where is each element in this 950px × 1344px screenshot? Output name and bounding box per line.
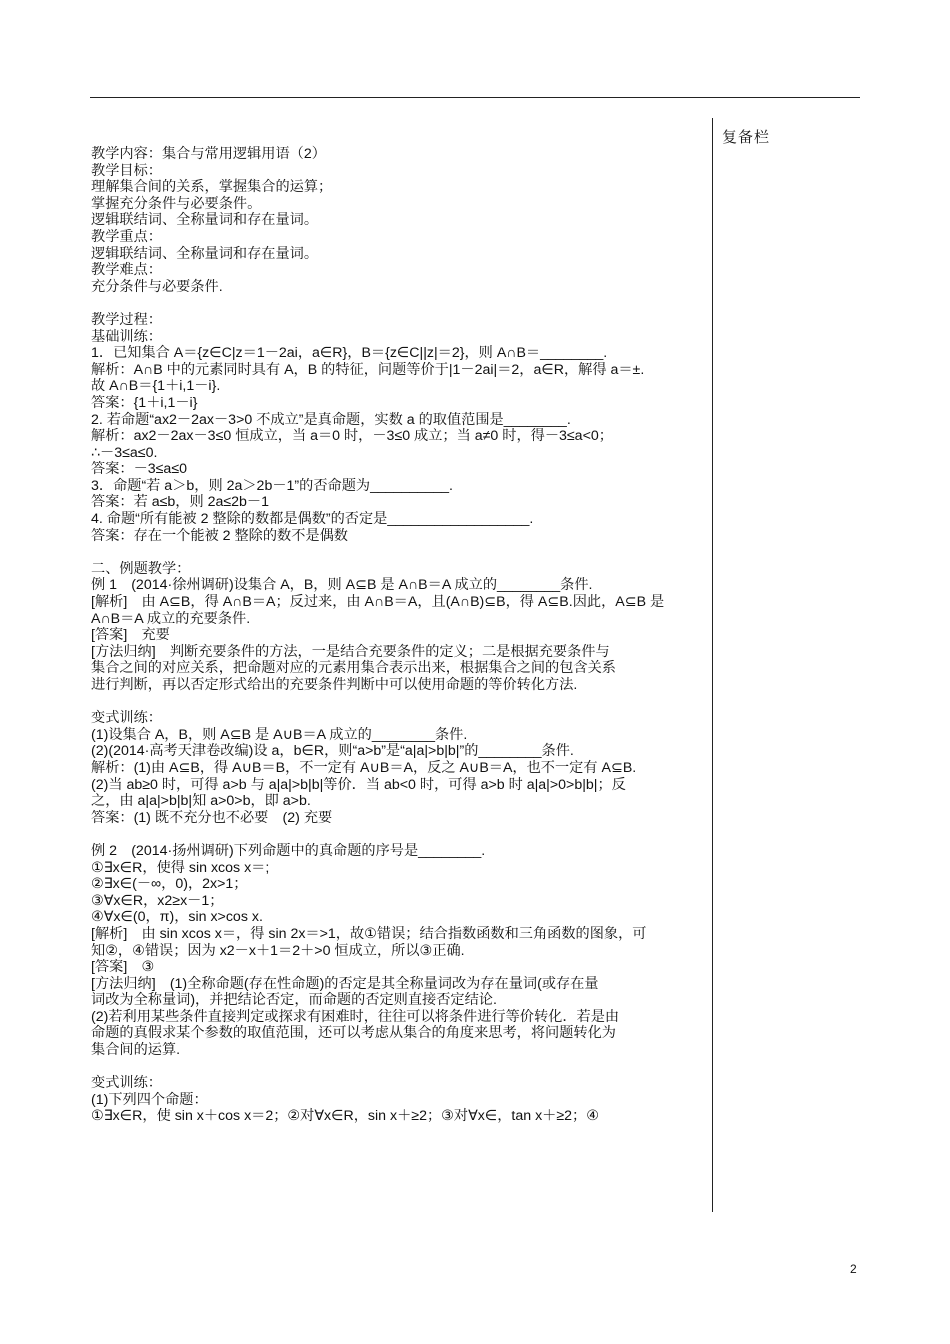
text-line: 教学过程：: [91, 311, 162, 328]
text-line: 答案：(1) 既不充分也不必要 (2) 充要: [91, 809, 333, 826]
sidebar-title: 复备栏: [722, 129, 771, 146]
text-line: 充分条件与必要条件.: [91, 278, 223, 295]
text-line: 解析：A∩B 中的元素同时具有 A，B 的特征，问题等价于|1－2ai|＝2，a∈R，解得 a＝±.: [91, 361, 645, 378]
text-line: A∩B＝A 成立的充要条件.: [91, 610, 251, 627]
text-line: 1．已知集合 A＝{z∈C|z＝1－2ai，a∈R}，B＝{z∈C||z|＝2}，则 A∩B＝________.: [91, 345, 608, 362]
text-line: 进行判断，再以否定形式给出的充要条件判断中可以使用命题的等价转化方法.: [91, 677, 578, 693]
text-line: [方法归纳] 判断充要条件的方法，一是结合充要条件的定义；二是根据充要条件与: [91, 643, 610, 660]
text-line: 例 2 (2014·扬州调研)下列命题中的真命题的序号是________.: [91, 842, 486, 859]
text-line: (1)下列四个命题：: [91, 1091, 208, 1108]
text-line: (1)设集合 A，B，则 A⊆B 是 A∪B＝A 成立的________条件.: [91, 726, 468, 743]
text-line: 之，由 a|a|>b|b|知 a>0>b，即 a>b.: [91, 793, 311, 810]
text-line: ①∃x∈R，使得 sin xcos x＝;: [91, 859, 270, 876]
text-line: 4. 命题“所有能被 2 整除的数都是偶数”的否定是__________________.: [91, 511, 534, 528]
text-line: ①∃x∈R，使 sin x＋cos x＝2；②对∀x∈R，sin x＋≥2；③对∀x∈，tan x＋≥2；④: [91, 1108, 599, 1125]
text-line: 答案：{1＋i,1－i}: [91, 394, 198, 411]
text-line: ④∀x∈(0，π)，sin x>cos x.: [91, 909, 263, 926]
text-line: [解析] 由 A⊆B，得 A∩B＝A；反过来，由 A∩B＝A，且(A∩B)⊆B，得 A⊆B.因此，A⊆B 是: [91, 594, 665, 611]
text-line: 基础训练：: [91, 328, 162, 345]
blank-line: [91, 1059, 707, 1076]
text-line: 逻辑联结词、全称量词和存在量词。: [91, 212, 319, 229]
text-line: 教学重点：: [91, 228, 162, 245]
document-body: [91, 146, 707, 1125]
text-line: [答案] ③: [91, 959, 155, 976]
page-number: 2: [850, 1262, 857, 1276]
text-line: 集合间的运算.: [91, 1042, 181, 1059]
text-line: 变式训练：: [91, 1075, 162, 1092]
text-line: [方法归纳] (1)全称命题(存在性命题)的否定是其全称量词改为存在量词(或存在量: [91, 975, 599, 992]
text-line: ∴－3≤a≤0.: [91, 444, 158, 461]
text-line: (2)若利用某些条件直接判定或探求有困难时，往往可以将条件进行等价转化．若是由: [91, 1008, 620, 1025]
sidebar-divider: [712, 118, 713, 1212]
text-line: ③∀x∈R，x2≥x－1；: [91, 892, 224, 909]
text-line: (2)(2014·高考天津卷改编)设 a，b∈R，则“a>b”是“a|a|>b|b|”的________条件.: [91, 743, 574, 760]
text-line: 教学目标：: [91, 162, 162, 179]
text-line: 知②，④错误；因为 x2－x＋1＝2＋>0 恒成立，所以③正确.: [91, 942, 465, 959]
text-line: (2)当 ab≥0 时，可得 a>b 与 a|a|>b|b|等价．当 ab<0 时，可得 a>b 时 a|a|>0>b|b|；反: [91, 776, 626, 793]
text-line: 词改为全称量词)，并把结论否定，而命题的否定则直接否定结论.: [91, 992, 497, 1009]
text-line: 掌握充分条件与必要条件。: [91, 195, 262, 212]
header-rule: [90, 97, 860, 98]
text-line: 教学内容：集合与常用逻辑用语（2）: [91, 146, 326, 162]
text-line: 答案：－3≤a≤0: [91, 461, 187, 478]
text-line: 二、例题教学：: [91, 560, 191, 577]
text-line: 解析：(1)由 A⊆B，得 A∪B＝B，不一定有 A∪B＝A，反之 A∪B＝A，也不一定有 A⊆B.: [91, 759, 637, 776]
text-line: ②∃x∈(－∞，0)，2x>1；: [91, 876, 248, 893]
blank-line: [91, 694, 707, 711]
text-line: 命题的真假求某个参数的取值范围，还可以考虑从集合的角度来思考，将问题转化为: [91, 1025, 616, 1042]
text-line: 2. 若命题“ax2－2ax－3>0 不成立”是真命题，实数 a 的取值范围是________.: [91, 411, 571, 428]
text-line: 解析：ax2－2ax－3≤0 恒成立，当 a＝0 时，－3≤0 成立；当 a≠0 时，得－3≤a<0；: [91, 428, 613, 445]
text-line: 例 1 (2014·徐州调研)设集合 A，B，则 A⊆B 是 A∩B＝A 成立的________条件.: [91, 577, 593, 594]
text-line: 逻辑联结词、全称量词和存在量词。: [91, 245, 319, 262]
text-line: 3．命题“若 a＞b，则 2a＞2b－1”的否命题为__________.: [91, 477, 453, 494]
text-line: 答案：存在一个能被 2 整除的数不是偶数: [91, 527, 348, 544]
text-line: 教学难点：: [91, 262, 162, 279]
text-line: [答案] 充要: [91, 627, 170, 644]
text-line: 理解集合间的关系，掌握集合的运算；: [91, 179, 333, 196]
text-line: 集合之间的对应关系，把命题对应的元素用集合表示出来，根据集合之间的包含关系: [91, 660, 616, 677]
text-line: 故 A∩B＝{1＋i,1－i}.: [91, 378, 221, 395]
text-line: 变式训练：: [91, 710, 162, 727]
blank-line: [91, 544, 707, 561]
text-line: [解析] 由 sin xcos x＝，得 sin 2x＝>1，故①错误；结合指数函数和三角函数的图象，可: [91, 925, 647, 942]
blank-line: [91, 826, 707, 843]
text-line: 答案：若 a≤b，则 2a≤2b－1: [91, 494, 270, 511]
blank-line: [91, 295, 707, 312]
